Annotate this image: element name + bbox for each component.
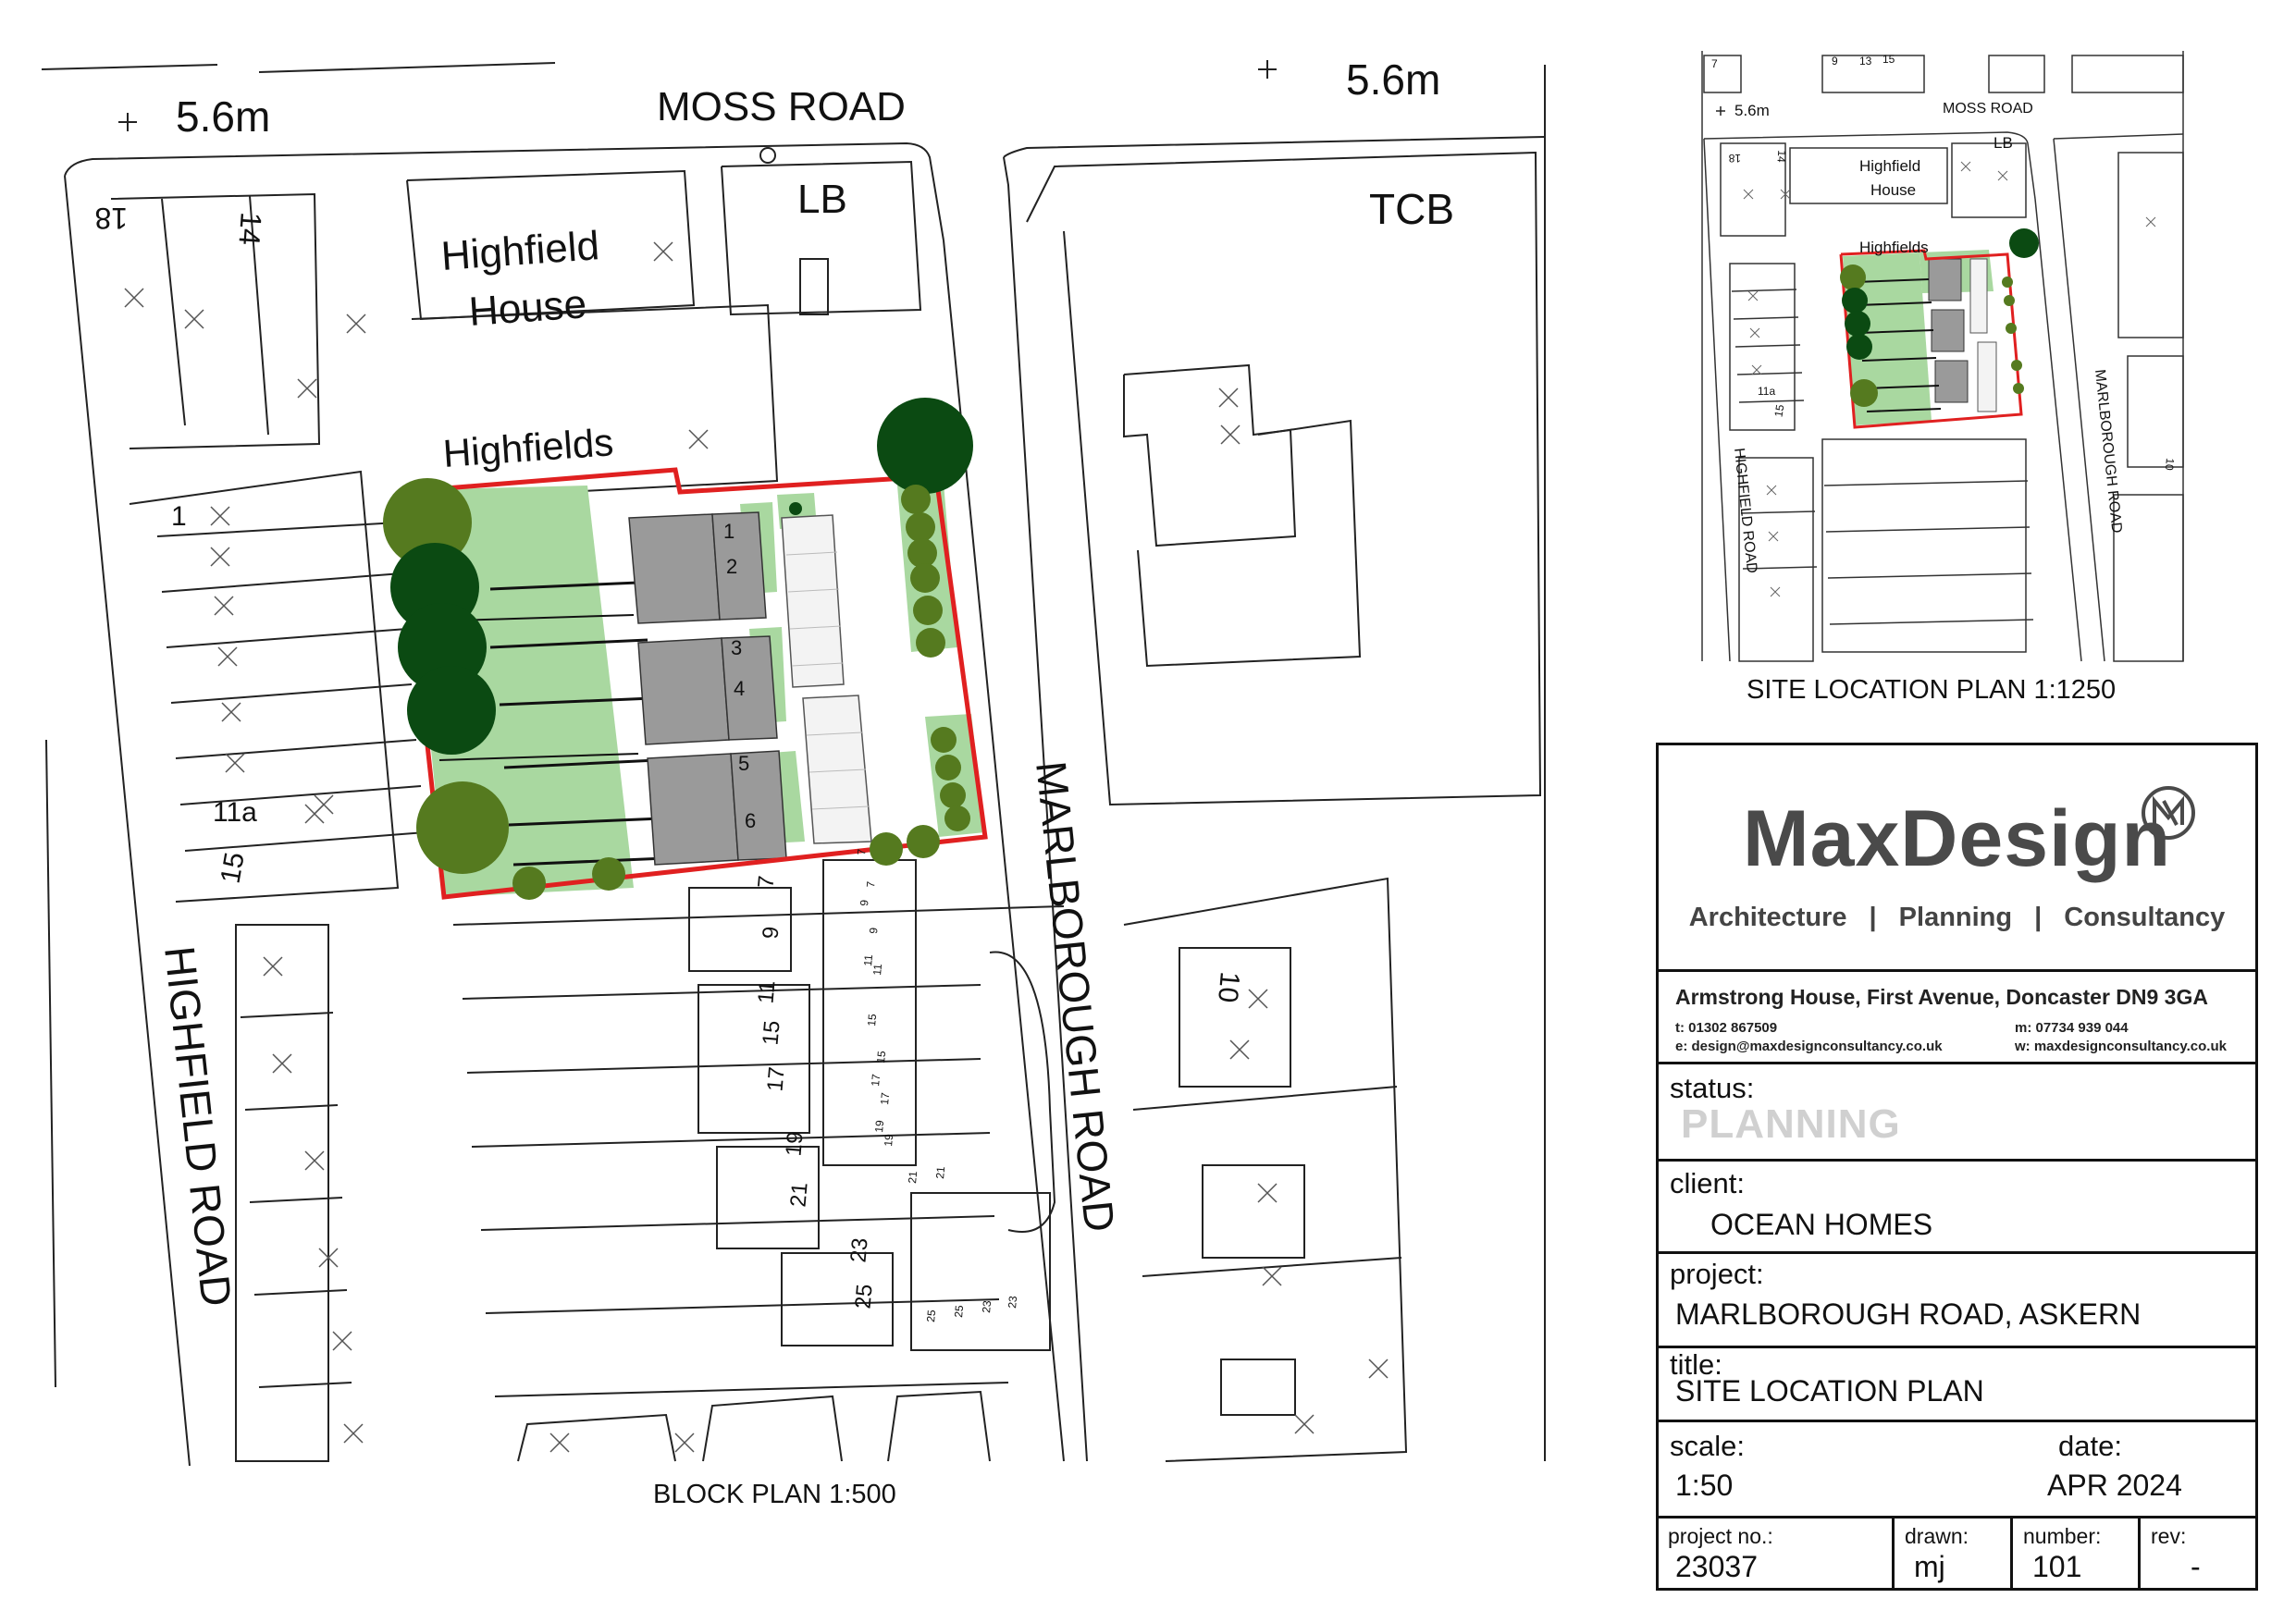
house-number-label: 17 — [762, 1065, 790, 1093]
highfield-house-label-2: House — [467, 281, 588, 335]
house-number-label: 23 — [846, 1236, 873, 1264]
drawing-title-section — [1659, 1348, 2255, 1422]
level-right-label: 5.6m — [1346, 55, 1441, 104]
tcb-label: TCB — [1369, 185, 1454, 233]
status-label: status: — [1670, 1072, 1755, 1104]
house-number-label: 15 — [758, 1019, 785, 1047]
cell-divider — [1892, 1518, 1895, 1591]
house-number-label: 14 — [232, 211, 268, 247]
small-number-label: 17 — [878, 1091, 893, 1106]
service-divider: | — [1869, 903, 1877, 932]
service-planning: Planning — [1898, 903, 2013, 932]
service-consultancy: Consultancy — [2064, 903, 2226, 932]
loc-number-label: 14 — [1774, 149, 1789, 164]
highfields-label: Highfields — [441, 420, 615, 475]
drawn-label: drawn: — [1905, 1524, 1969, 1548]
marlborough-road-label: MARLBOROUGH ROAD — [1027, 758, 1125, 1235]
house-number-label: 15 — [215, 850, 251, 886]
small-number-label: 17 — [869, 1073, 883, 1088]
project-no-label: project no.: — [1668, 1524, 1773, 1548]
loc-number-label: 7 — [1711, 57, 1718, 70]
project-value: MARLBOROUGH ROAD, ASKERN — [1675, 1297, 2142, 1331]
title-value: SITE LOCATION PLAN — [1675, 1374, 1984, 1408]
loc-moss-road-label: MOSS ROAD — [1943, 101, 2033, 117]
lb-label: LB — [797, 177, 847, 222]
title-label: title: — [1670, 1348, 1722, 1381]
project-section — [1659, 1254, 2255, 1348]
loc-highfield-road-label: HIGHFIELD ROAD — [1731, 447, 1760, 574]
plot-number: 6 — [745, 809, 757, 832]
cell-divider — [2010, 1518, 2013, 1591]
small-number-label: 21 — [933, 1165, 948, 1180]
phone: t: 01302 867509 — [1675, 1020, 1778, 1036]
loc-number-label: 15 — [1882, 53, 1895, 66]
loc-highfield-house-label-1: Highfield — [1859, 157, 1921, 175]
scale-value: 1:50 — [1675, 1469, 1734, 1502]
small-number-label: 15 — [874, 1050, 889, 1064]
title-block — [1656, 743, 2258, 1591]
level-left-label: 5.6m — [176, 92, 271, 141]
address: Armstrong House, First Avenue, Doncaster DN9 3GA — [1675, 985, 2208, 1009]
rev-value: - — [2191, 1550, 2201, 1583]
plot-number: 2 — [726, 555, 738, 578]
small-number-label: 25 — [952, 1304, 967, 1319]
client-section — [1659, 1162, 2255, 1254]
house-number-label: 11a — [213, 797, 257, 828]
plot-number: 4 — [734, 677, 746, 700]
site-location-caption: SITE LOCATION PLAN 1:1250 — [1747, 675, 2117, 705]
loc-marlborough-road-label: MARLBOROUGH ROAD — [2092, 368, 2125, 535]
project-no-value: 23037 — [1675, 1550, 1758, 1583]
drawn-value: mj — [1914, 1550, 1945, 1583]
address-section — [1659, 972, 2255, 1064]
email: e: design@maxdesignconsultancy.co.uk — [1675, 1039, 1943, 1054]
md-monogram-icon — [2140, 784, 2197, 846]
date-label: date: — [2058, 1430, 2122, 1462]
rev-label: rev: — [2151, 1524, 2187, 1548]
small-number-label: 25 — [924, 1309, 939, 1323]
small-number-label: 9 — [867, 927, 881, 935]
bottom-row — [1659, 1518, 2255, 1591]
services-row — [1659, 903, 2255, 933]
small-number-label: 11 — [861, 953, 876, 967]
house-number-label: 7 — [753, 874, 780, 890]
house-number-label: 18 — [94, 202, 128, 235]
house-number-label: 10 — [1212, 970, 1245, 1004]
service-architecture: Architecture — [1688, 903, 1847, 932]
loc-lb-label: LB — [1994, 134, 2013, 152]
small-number-label: 7 — [864, 880, 878, 889]
small-number-label: 15 — [865, 1013, 880, 1027]
plot-number: 1 — [723, 520, 735, 543]
status-value: PLANNING — [1681, 1101, 1901, 1147]
loc-highfield-house-label-2: House — [1870, 181, 1917, 199]
loc-number-label: 9 — [1832, 55, 1838, 68]
loc-level-label: 5.6m — [1734, 102, 1770, 119]
site-location-plan — [1684, 51, 2202, 670]
small-number-label: 11 — [870, 963, 885, 977]
house-number-label: 25 — [850, 1283, 878, 1310]
client-label: client: — [1670, 1167, 1745, 1199]
highfield-house-label-1: Highfield — [439, 223, 601, 279]
mobile: m: 07734 939 044 — [2015, 1020, 2129, 1036]
date-value: APR 2024 — [2047, 1469, 2182, 1502]
client-value: OCEAN HOMES — [1710, 1208, 1933, 1241]
small-number-label: 23 — [1006, 1295, 1020, 1309]
branding-section — [1659, 745, 2255, 972]
number-label: number: — [2023, 1524, 2102, 1548]
website: w: maxdesignconsultancy.co.uk — [2015, 1039, 2227, 1054]
small-number-label: 9 — [858, 899, 871, 907]
cell-divider — [2138, 1518, 2141, 1591]
project-label: project: — [1670, 1258, 1764, 1290]
moss-road-label: MOSS ROAD — [657, 84, 906, 129]
small-number-label: 21 — [906, 1170, 920, 1185]
loc-number-label: 10 — [2162, 457, 2177, 472]
number-value: 101 — [2032, 1550, 2082, 1583]
status-section — [1659, 1064, 2255, 1162]
loc-number-label: 18 — [1728, 152, 1741, 165]
loc-number-label: 15 — [1771, 403, 1787, 418]
highfield-road-label: HIGHFIELD ROAD — [155, 943, 241, 1309]
house-number-label: 1 — [171, 501, 187, 532]
small-number-label: 7 — [855, 848, 869, 856]
loc-number-label: 13 — [1859, 55, 1872, 68]
plot-number: 3 — [731, 636, 743, 659]
house-number-label: 21 — [785, 1181, 813, 1209]
scale-date-section — [1659, 1422, 2255, 1518]
service-divider: | — [2034, 903, 2043, 932]
house-number-label: 19 — [781, 1130, 809, 1158]
small-number-label: 23 — [980, 1299, 994, 1314]
house-number-label: 11 — [753, 979, 781, 1005]
brand-name: MaxDesign — [1742, 794, 2172, 883]
plot-number: 5 — [738, 752, 750, 775]
small-number-label: 19 — [882, 1133, 896, 1148]
loc-highfields-label: Highfields — [1859, 239, 1929, 256]
loc-number-label: 11a — [1758, 385, 1776, 398]
house-number-label: 9 — [758, 925, 784, 941]
small-number-label: 19 — [872, 1119, 887, 1134]
scale-label: scale: — [1670, 1430, 1745, 1462]
block-plan-caption: BLOCK PLAN 1:500 — [653, 1480, 896, 1509]
